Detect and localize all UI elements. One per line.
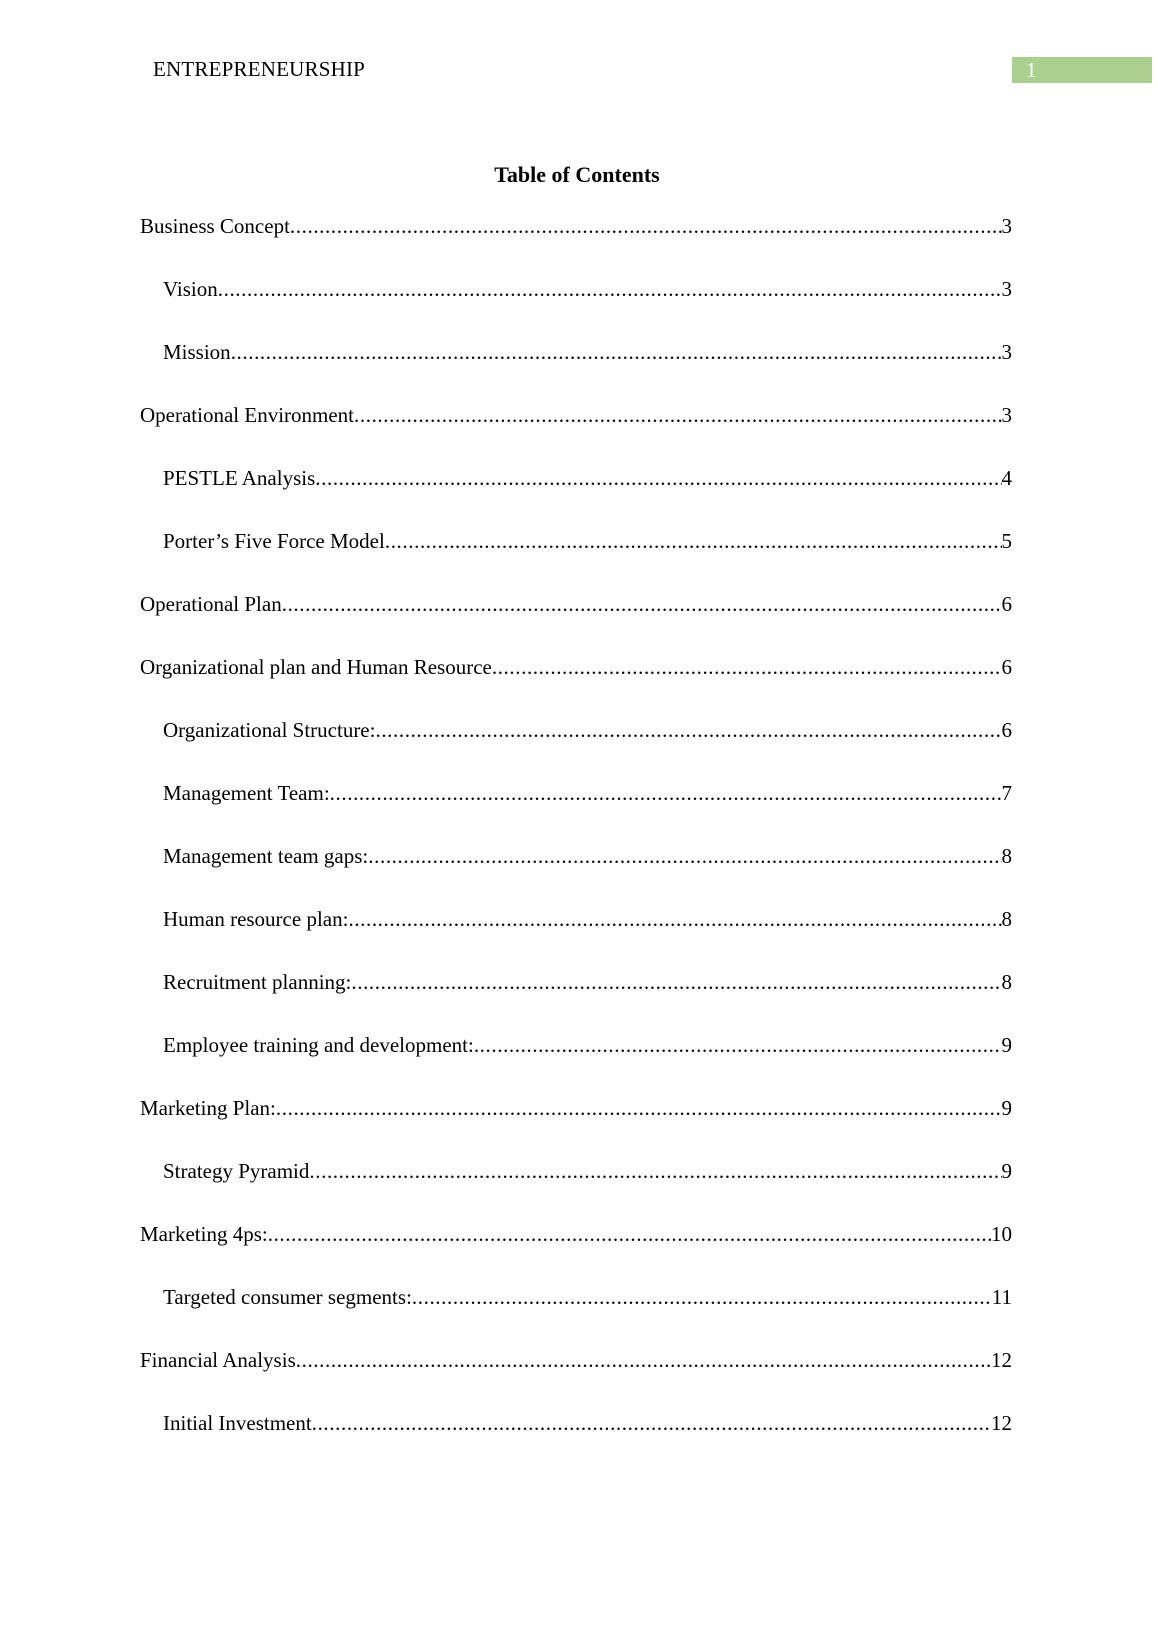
toc-dot-leader bbox=[385, 529, 1002, 553]
toc-entry-title: Vision bbox=[163, 277, 218, 301]
toc-entry[interactable] bbox=[140, 1222, 1012, 1285]
toc-entry-page: 11 bbox=[991, 1285, 1012, 1309]
toc-entry-title: Business Concept bbox=[140, 214, 290, 238]
toc-entry[interactable] bbox=[140, 592, 1012, 655]
toc-entry-page: 8 bbox=[1001, 970, 1012, 994]
toc-entry-title: PESTLE Analysis bbox=[163, 466, 316, 490]
toc-entry-page: 8 bbox=[1001, 907, 1012, 931]
running-header-title: ENTREPRENEURSHIP bbox=[153, 57, 366, 81]
toc-entry-title: Operational Plan bbox=[140, 592, 282, 616]
toc-entry[interactable] bbox=[140, 1033, 1012, 1096]
toc-entry-page: 9 bbox=[1001, 1033, 1012, 1057]
toc-entry[interactable] bbox=[140, 1285, 1012, 1348]
toc-entry-page: 5 bbox=[1001, 529, 1012, 553]
toc-entry-page: 3 bbox=[1001, 214, 1012, 238]
page-number-badge bbox=[1012, 57, 1152, 83]
toc-entry-title: Management Team: bbox=[163, 781, 330, 805]
toc-entry[interactable] bbox=[140, 529, 1012, 592]
toc-entry-page: 7 bbox=[1001, 781, 1012, 805]
toc-entry-page: 9 bbox=[1001, 1159, 1012, 1183]
toc-entry-page: 10 bbox=[991, 1222, 1012, 1246]
toc-entry-page: 3 bbox=[1001, 277, 1012, 301]
toc-entry-title: Marketing Plan: bbox=[140, 1096, 276, 1120]
toc-dot-leader bbox=[268, 1222, 991, 1246]
toc-entry[interactable] bbox=[140, 466, 1012, 529]
toc-entry-title: Marketing 4ps: bbox=[140, 1222, 268, 1246]
toc-entry-title: Initial Investment bbox=[163, 1411, 312, 1435]
toc-dot-leader bbox=[231, 340, 1002, 364]
toc-entry[interactable] bbox=[140, 1159, 1012, 1222]
toc-dot-leader bbox=[218, 277, 1002, 301]
toc-entry[interactable] bbox=[140, 277, 1012, 340]
toc-entry[interactable] bbox=[140, 1411, 1012, 1474]
toc-dot-leader bbox=[354, 403, 1001, 427]
toc-entry[interactable] bbox=[140, 340, 1012, 403]
toc-entry-title: Human resource plan: bbox=[163, 907, 349, 931]
toc-entry-title: Financial Analysis bbox=[140, 1348, 296, 1372]
toc-entry-page: 6 bbox=[1001, 592, 1012, 616]
toc-dot-leader bbox=[368, 844, 1001, 868]
toc-entry-page: 8 bbox=[1001, 844, 1012, 868]
toc-entry[interactable] bbox=[140, 655, 1012, 718]
toc-dot-leader bbox=[375, 718, 1001, 742]
toc-entry-title: Porter’s Five Force Model bbox=[163, 529, 385, 553]
toc-dot-leader bbox=[309, 1159, 1001, 1183]
toc-entry-page: 4 bbox=[1001, 466, 1012, 490]
toc-dot-leader bbox=[276, 1096, 1002, 1120]
toc-entry-title: Strategy Pyramid bbox=[163, 1159, 310, 1183]
toc-entry[interactable] bbox=[140, 844, 1012, 907]
page-number: 1 bbox=[1026, 57, 1037, 82]
table-of-contents bbox=[140, 214, 1012, 1474]
toc-entry-title: Targeted consumer segments: bbox=[163, 1285, 412, 1309]
toc-entry-page: 3 bbox=[1001, 340, 1012, 364]
toc-dot-leader bbox=[290, 214, 1002, 238]
toc-entry[interactable] bbox=[140, 214, 1012, 277]
toc-entry[interactable] bbox=[140, 718, 1012, 781]
toc-entry-page: 3 bbox=[1001, 403, 1012, 427]
toc-entry-title: Organizational Structure: bbox=[163, 718, 376, 742]
toc-entry-title: Management team gaps: bbox=[163, 844, 369, 868]
toc-entry-page: 12 bbox=[991, 1348, 1012, 1372]
toc-dot-leader bbox=[312, 1411, 991, 1435]
toc-entry[interactable] bbox=[140, 907, 1012, 970]
toc-entry[interactable] bbox=[140, 1096, 1012, 1159]
toc-entry-title: Employee training and development: bbox=[163, 1033, 474, 1057]
toc-entry[interactable] bbox=[140, 1348, 1012, 1411]
toc-dot-leader bbox=[315, 466, 1001, 490]
toc-entry-page: 9 bbox=[1001, 1096, 1012, 1120]
toc-entry-page: 6 bbox=[1001, 655, 1012, 679]
toc-entry-page: 6 bbox=[1001, 718, 1012, 742]
toc-entry[interactable] bbox=[140, 970, 1012, 1033]
toc-entry-title: Recruitment planning: bbox=[163, 970, 352, 994]
toc-dot-leader bbox=[412, 1285, 992, 1309]
toc-dot-leader bbox=[296, 1348, 991, 1372]
toc-entry-page: 12 bbox=[991, 1411, 1012, 1435]
toc-entry-title: Mission bbox=[163, 340, 231, 364]
toc-entry-title: Organizational plan and Human Resource bbox=[140, 655, 492, 679]
toc-entry[interactable] bbox=[140, 403, 1012, 466]
toc-dot-leader bbox=[351, 970, 1001, 994]
toc-dot-leader bbox=[282, 592, 1002, 616]
toc-dot-leader bbox=[492, 655, 1002, 679]
toc-entry-title: Operational Environment bbox=[140, 403, 355, 427]
toc-entry[interactable] bbox=[140, 781, 1012, 844]
toc-dot-leader bbox=[330, 781, 1002, 805]
toc-heading: Table of Contents bbox=[494, 162, 660, 187]
toc-dot-leader bbox=[348, 907, 1001, 931]
toc-dot-leader bbox=[474, 1033, 1002, 1057]
